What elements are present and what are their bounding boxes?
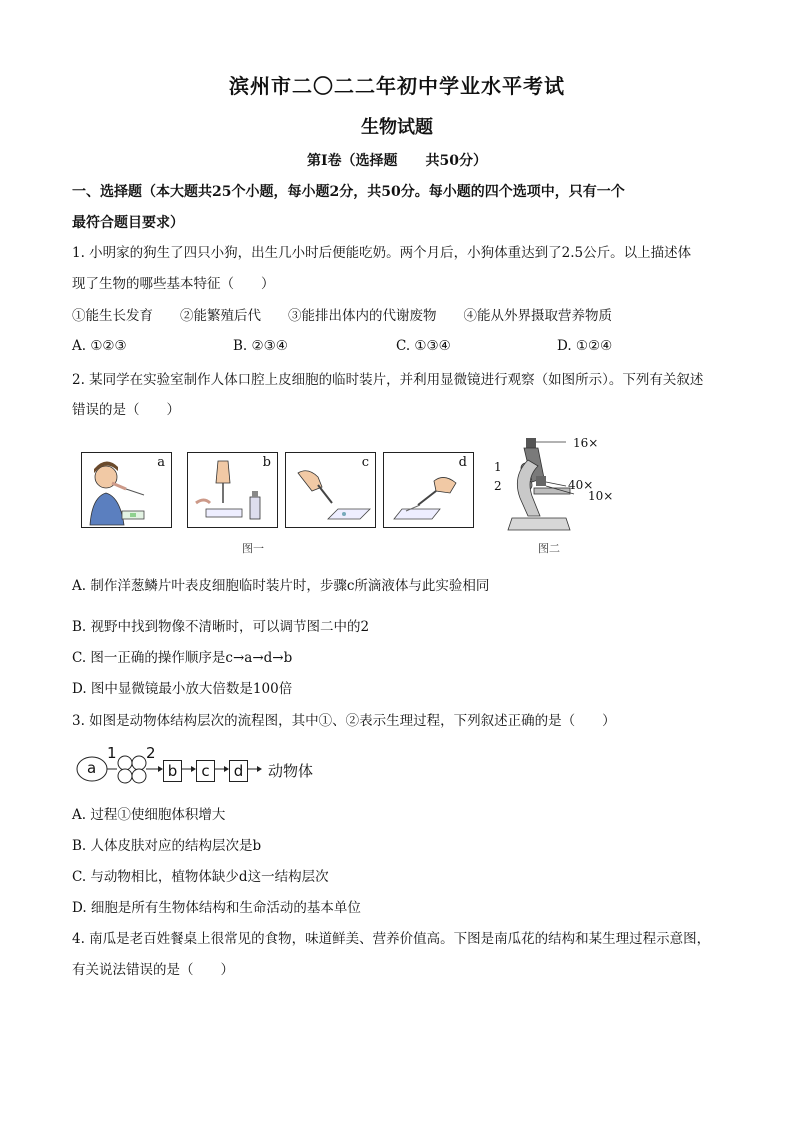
objective-10-label: 10× xyxy=(588,489,614,503)
q1-stem-line-1: 1. 小明家的狗生了四只小狗，出生几小时后便能吃奶。两个月后，小狗体重达到了2.5公斤。以上描述体 xyxy=(72,245,692,261)
q1-option-c: C. ①③④ xyxy=(396,338,451,354)
objective-40-label: 40× xyxy=(568,478,594,492)
q1-option-b: B. ②③④ xyxy=(233,338,288,354)
q1-options xyxy=(0,338,794,358)
q1-stem-line-2: 现了生物的哪些基本特征（ ） xyxy=(72,276,275,292)
flow-node-c: c xyxy=(196,760,215,782)
panel-label-b: b xyxy=(262,455,271,470)
q4-stem-line-2: 有关说法错误的是（ ） xyxy=(72,962,234,978)
figure1-panel-c xyxy=(285,452,376,528)
part-heading: 第Ⅰ卷（选择题 共50分） xyxy=(306,153,488,169)
q2-option-b: B. 视野中找到物像不清晰时，可以调节图二中的2 xyxy=(72,619,370,635)
figure1-caption: 图一 xyxy=(242,542,264,555)
q1-option-d: D. ①②④ xyxy=(557,338,613,354)
q2-stem-line-2: 错误的是（ ） xyxy=(72,402,180,418)
q2-option-c: C. 图一正确的操作顺序是c→a→d→b xyxy=(72,650,293,666)
q3-stem: 3. 如图是动物体结构层次的流程图，其中①、②表示生理过程，下列叙述正确的是（ ） xyxy=(72,713,616,729)
flow-node-d: d xyxy=(229,760,248,782)
figure1-panel-b xyxy=(187,452,278,528)
flow-node-b: b xyxy=(163,760,182,782)
eyepiece-label: 16× xyxy=(573,436,599,450)
flow-process-2: 2 xyxy=(146,744,156,762)
panel-label-a: a xyxy=(157,455,165,470)
q2-stem-line-1: 2. 某同学在实验室制作人体口腔上皮细胞的临时装片，并利用显微镜进行观察（如图所示）。下列有关叙述 xyxy=(72,372,704,388)
q3-option-d: D. 细胞是所有生物体结构和生命活动的基本单位 xyxy=(72,900,361,916)
panel-label-c: c xyxy=(361,455,369,470)
q4-stem-line-1: 4. 南瓜是老百姓餐桌上很常见的食物，味道鲜美、营养价值高。下图是南瓜花的结构和某生理过程示意图， xyxy=(72,931,711,947)
q2-option-a: A. 制作洋葱鳞片叶表皮细胞临时装片时，步骤c所滴液体与此实验相同 xyxy=(72,578,490,594)
section-line-2: 最符合题目要求） xyxy=(72,215,184,231)
part-2-label: 2 xyxy=(494,479,502,493)
section-heading xyxy=(72,177,732,239)
q3-option-c: C. 与动物相比，植物体缺少d这一结构层次 xyxy=(72,869,329,885)
exam-title: 滨州市二〇二二年初中学业水平考试 xyxy=(229,74,565,98)
panel-label-d: d xyxy=(458,455,467,470)
figure1-panel-d xyxy=(383,452,474,528)
q3-option-a: A. 过程①使细胞体积增大 xyxy=(72,807,226,823)
section-line-1: 一、选择题（本大题共25个小题，每小题2分，共50分。每小题的四个选项中，只有一个 xyxy=(72,184,625,200)
figure1-panel-a xyxy=(81,452,172,528)
q2-option-d: D. 图中显微镜最小放大倍数是100倍 xyxy=(72,681,293,697)
figure2-caption: 图二 xyxy=(538,542,560,555)
flow-end-label: 动物体 xyxy=(268,762,314,780)
q1-option-a: A. ①②③ xyxy=(72,338,127,354)
q1-traits: ①能生长发育 ②能繁殖后代 ③能排出体内的代谢废物 ④能从外界摄取营养物质 xyxy=(72,308,612,324)
q3-option-b: B. 人体皮肤对应的结构层次是b xyxy=(72,838,262,854)
part-1-label: 1 xyxy=(494,460,502,474)
flow-node-a: a xyxy=(87,759,97,777)
exam-subtitle: 生物试题 xyxy=(361,117,433,138)
flow-process-1: 1 xyxy=(107,744,117,762)
